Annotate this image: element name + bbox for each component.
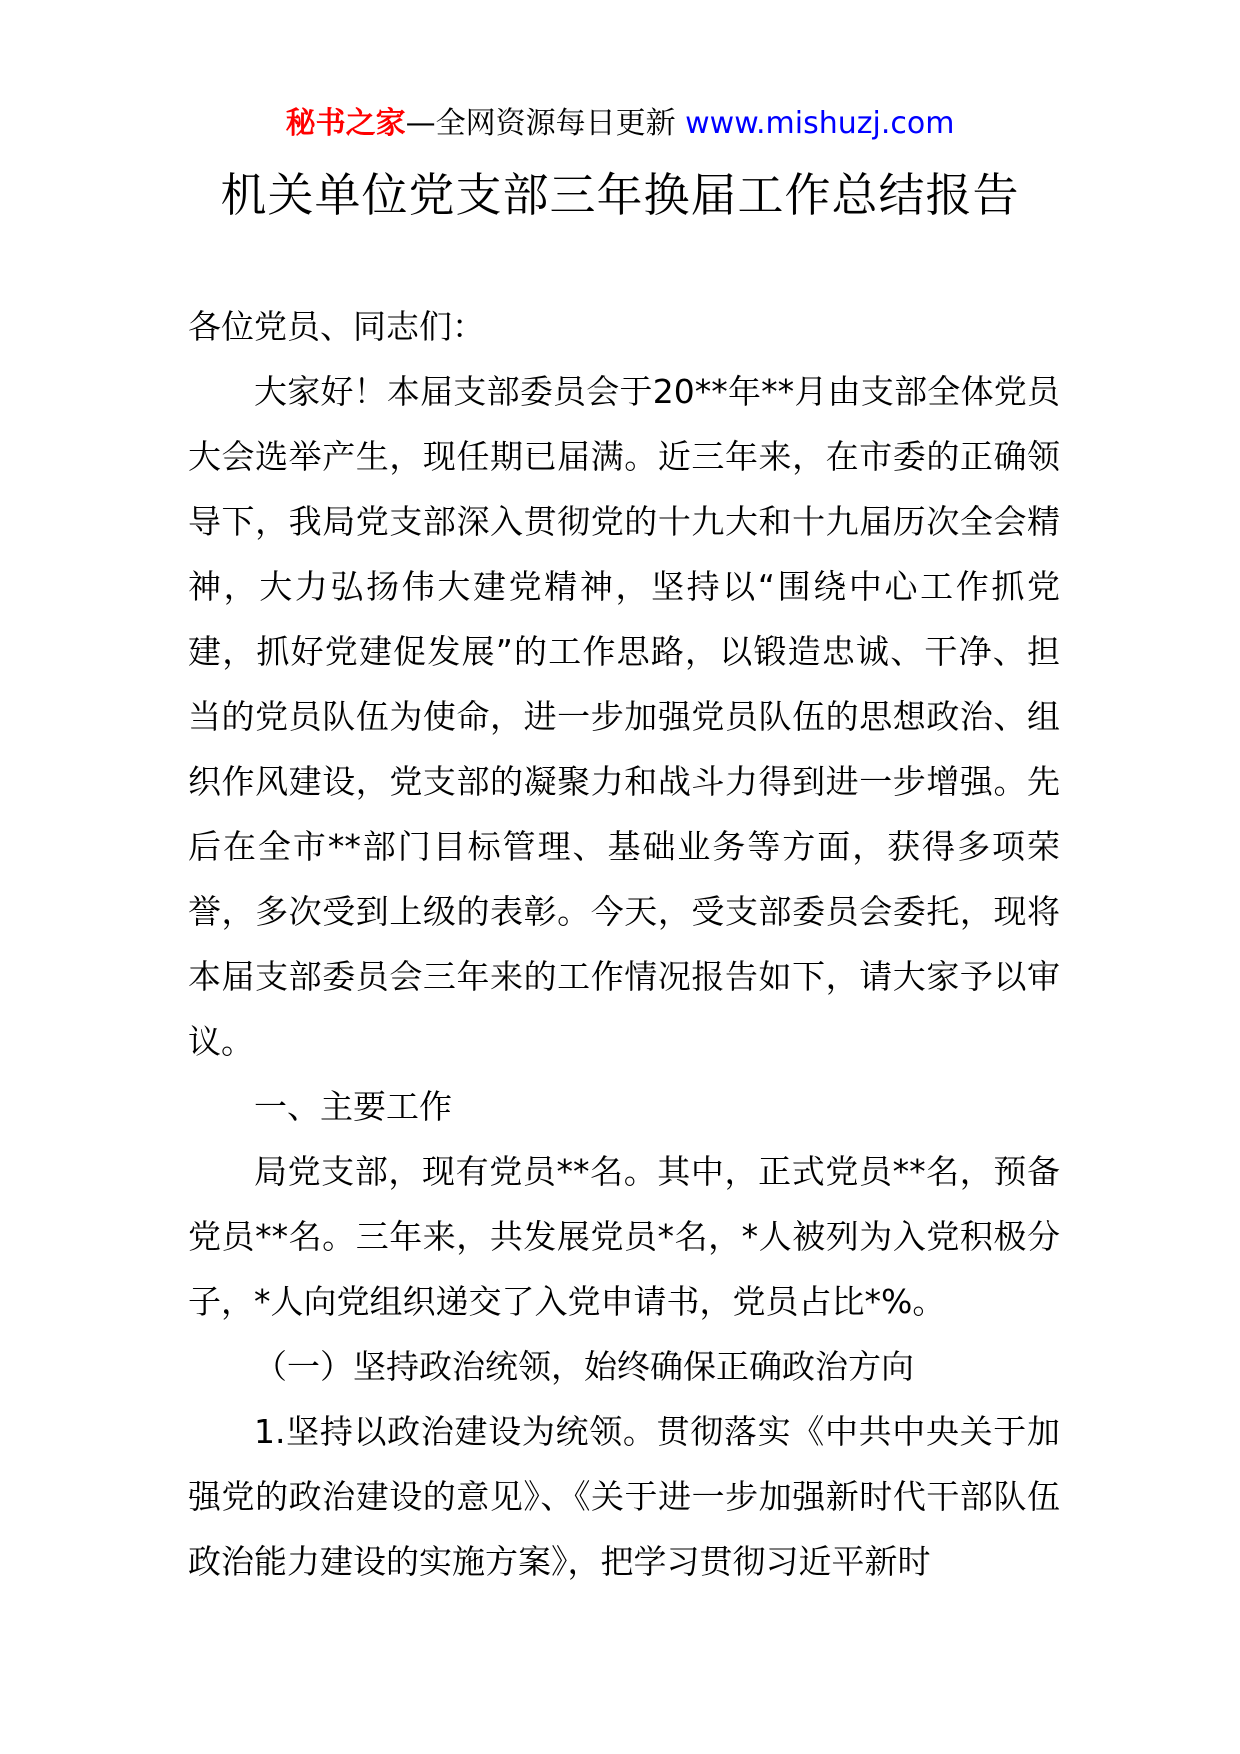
subsection-heading-political: （一）坚持政治统领，始终确保正确政治方向 — [254, 1347, 914, 1386]
watermark-url[interactable]: www.mishuzj.com — [685, 106, 955, 141]
watermark-brand: 秘书之家 — [285, 106, 406, 141]
paragraph-membership: 局党支部，现有党员**名。其中，正式党员**名，预备党员**名。三年来，共发展党员*名，*人被列为入党积极分子，*人向党组织递交了入党申请书，党员占比*%。 — [188, 1152, 1060, 1321]
section-heading-main-work: 一、主要工作 — [254, 1087, 452, 1126]
watermark-header — [0, 102, 1240, 146]
salutation: 各位党员、同志们： — [188, 307, 485, 346]
paragraph-political-building: 1.坚持以政治建设为统领。贯彻落实《中共中央关于加强党的政治建设的意见》、《关于进一步加强新时代干部队伍政治能力建设的实施方案》，把学习贯彻习近平新时 — [188, 1412, 1060, 1581]
document-title: 机关单位党支部三年换届工作总结报告 — [220, 168, 1020, 222]
document-body — [188, 294, 1060, 1594]
watermark-tagline: —全网资源每日更新 — [405, 106, 686, 141]
paragraph-intro: 大家好！本届支部委员会于20**年**月由支部全体党员大会选举产生，现任期已届满。近三年来，在市委的正确领导下，我局党支部深入贯彻党的十九大和十九届历次全会精神，大力弘扬伟大建党精神，坚持以“围绕中心工作抓党建，抓好党建促发展”的工作思路，以锻造忠诚、干净、担当的党员队伍为使命，进一步加强党员队伍的思想政治、组织作风建设，党支部的凝聚力和战斗力得到进一步增强。先后在全市**部门目标管理、基础业务等方面，获得多项荣誉，多次受到上级的表彰。今天，受支部委员会委托，现将本届支部委员会三年来的工作情况报告如下，请大家予以审议。 — [188, 372, 1060, 1061]
